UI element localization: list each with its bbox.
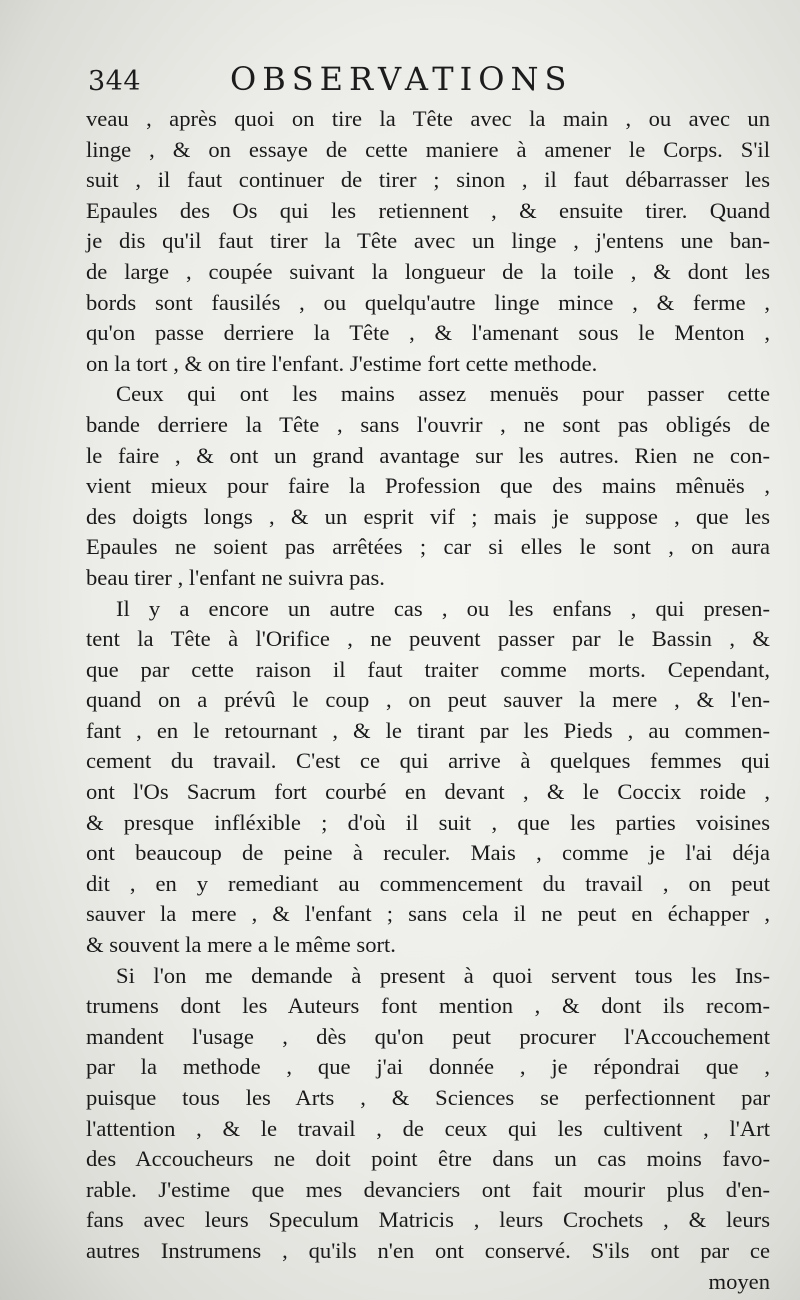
text-line: Si l'on me demande à present à quoi servent tous les Ins-	[116, 962, 770, 988]
text-line: trumens dont les Auteurs font mention , & dont ils recom-	[86, 993, 770, 1019]
text-line: dit , en y remediant au commencement du travail , on peut	[86, 870, 770, 896]
paragraph-1	[86, 104, 770, 379]
text-line: Ceux qui ont les mains assez menuës pour passer cette	[116, 381, 770, 407]
text-line: & presque infléxible ; d'où il suit , que les parties voisines	[86, 809, 770, 835]
text-line: des Accoucheurs ne doit point être dans un cas moins favo-	[86, 1146, 770, 1172]
body-text	[86, 104, 770, 1297]
text-line: bords sont fausilés , ou quelqu'autre linge mince , & ferme ,	[86, 289, 770, 315]
text-line: fans avec leurs Speculum Matricis , leurs Crochets , & leurs	[86, 1207, 770, 1233]
text-line: autres Instrumens , qu'ils n'en ont conservé. S'ils ont par ce	[86, 1237, 770, 1263]
text-line: par la methode , que j'ai donnée , je répondrai que ,	[86, 1054, 770, 1080]
text-line: qu'on passe derriere la Tête , & l'amenant sous le Menton ,	[86, 320, 770, 346]
text-line: de large , coupée suivant la longueur de la toile , & dont les	[86, 258, 770, 284]
text-line: Epaules ne soient pas arrêtées ; car si elles le sont , on aura	[86, 534, 770, 560]
text-line: vient mieux pour faire la Profession que des mains mênuës ,	[86, 473, 770, 499]
text-line: que par cette raison il faut traiter comme morts. Cependant,	[86, 656, 770, 682]
text-line: ont l'Os Sacrum fort courbé en devant , & le Coccix roide ,	[86, 779, 770, 805]
text-line: fant , en le retournant , & le tirant par les Pieds , au commen-	[86, 717, 770, 743]
text-line: quand on a prévû le coup , on peut sauver la mere , & l'en-	[86, 687, 770, 713]
paragraph-4	[86, 961, 770, 1267]
text-line: Epaules des Os qui les retiennent , & ensuite tirer. Quand	[86, 197, 770, 223]
text-line: le faire , & ont un grand avantage sur les autres. Rien ne con-	[86, 442, 770, 468]
text-line: je dis qu'il faut tirer la Tête avec un linge , j'entens une ban-	[86, 228, 770, 254]
text-line: mandent l'usage , dès qu'on peut procurer l'Accouchement	[86, 1023, 770, 1049]
text-line: suit , il faut continuer de tirer ; sinon , il faut débarrasser les	[86, 167, 770, 193]
text-line: des doigts longs , & un esprit vif ; mais je suppose , que les	[86, 503, 770, 529]
text-line: ont beaucoup de peine à reculer. Mais , comme je l'ai déja	[86, 840, 770, 866]
text-line: beau tirer , l'enfant ne suivra pas.	[86, 564, 385, 590]
paragraph-2	[86, 379, 770, 593]
text-line: puisque tous les Arts , & Sciences se perfectionnent par	[86, 1085, 770, 1110]
text-line: cement du travail. C'est ce qui arrive à quelques femmes qui	[86, 748, 770, 774]
catchword: moyen	[708, 1268, 770, 1294]
text-line: rable. J'estime que mes devanciers ont fait mourir plus d'en-	[86, 1176, 770, 1202]
text-line: & souvent la mere a le même sort.	[86, 932, 396, 958]
paragraph-3	[86, 594, 770, 961]
text-line: l'attention , & le travail , de ceux qui les cultivent , l'Art	[86, 1115, 770, 1141]
text-line: veau , après quoi on tire la Tête avec la main , ou avec un	[86, 106, 770, 131]
text-line: bande derriere la Tête , sans l'ouvrir , ne sont pas obligés de	[86, 411, 770, 437]
text-line: tent la Tête à l'Orifice , ne peuvent passer par le Bassin , &	[86, 626, 770, 652]
text-line: sauver la mere , & l'enfant ; sans cela il ne peut en échapper ,	[86, 901, 770, 927]
running-title: OBSERVATIONS	[230, 60, 573, 98]
page-number: 344	[88, 66, 142, 97]
text-line: on la tort , & on tire l'enfant. J'estime fort cette methode.	[86, 350, 598, 376]
page-header	[88, 58, 778, 102]
text-line: Il y a encore un autre cas , ou les enfans , qui presen-	[116, 595, 770, 621]
text-line: linge , & on essaye de cette maniere à amener le Corps. S'il	[86, 136, 770, 162]
